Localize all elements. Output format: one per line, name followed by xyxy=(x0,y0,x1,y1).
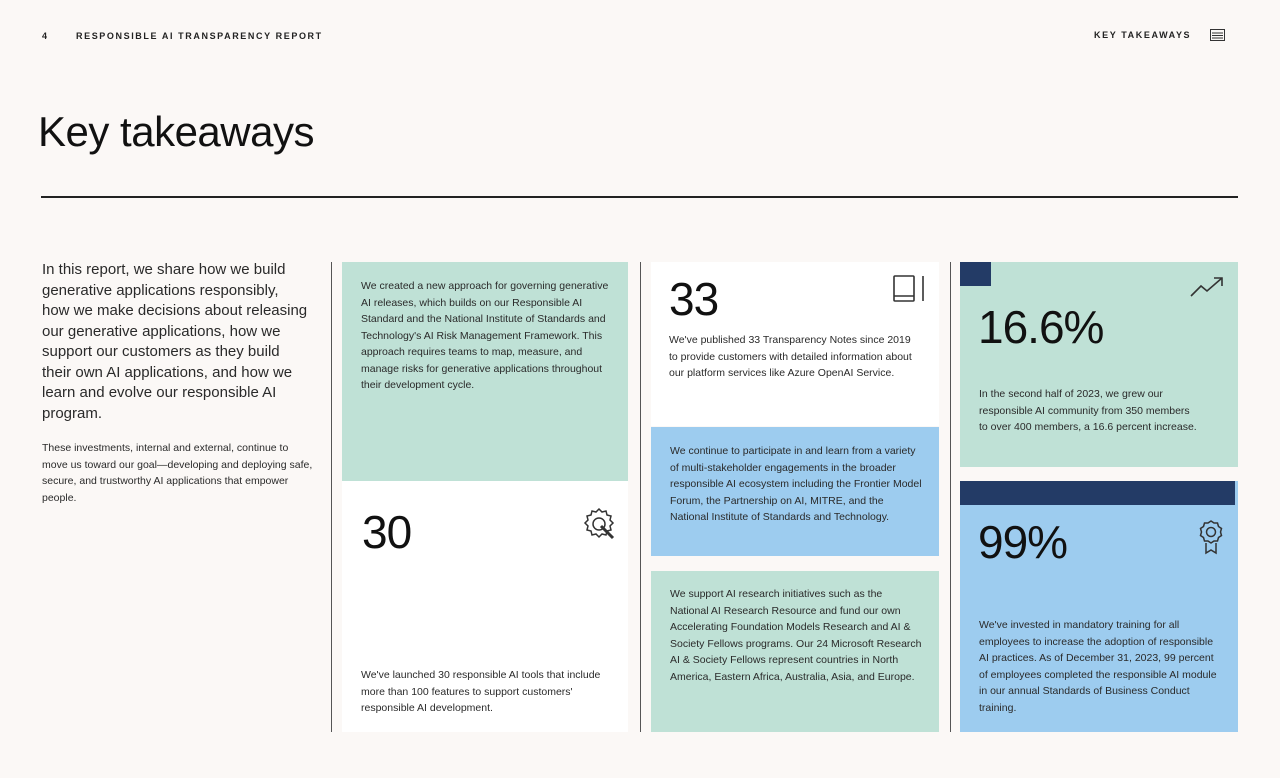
community-text: In the second half of 2023, we grew our responsible AI community from 350 members to over 400 members, a 16.6 percent increase. xyxy=(979,388,1197,433)
page-number: 4 xyxy=(42,31,49,41)
trend-up-icon xyxy=(1190,276,1224,298)
section-label: KEY TAKEAWAYS xyxy=(1094,30,1192,40)
training-number: 99% xyxy=(978,516,1068,568)
page-title: Key takeaways xyxy=(38,108,314,155)
tools-card xyxy=(342,481,628,732)
stakeholder-text: We continue to participate in and learn from a variety of multi-stakeholder engagements in the broader responsible AI ecosystem including the Frontier Model Forum, the Partnership on AI, MITRE, and the National Institute of Standards and Technology. xyxy=(670,445,922,523)
book-icon xyxy=(893,274,927,304)
notes-text: We've published 33 Transparency Notes since 2019 to provide customers with detailed information about our platform services like Azure OpenAI Service. xyxy=(669,334,912,379)
column-divider xyxy=(950,262,951,732)
menu-icon[interactable] xyxy=(1210,29,1225,41)
notes-number: 33 xyxy=(669,273,719,325)
governing-text: We created a new approach for governing generative AI releases, which builds on our Responsible AI Standard and the National Institute of Standards and Technology's AI Risk Management Framework. This approach requires teams to map, measure, and manage risks for generative applications throughout their development cycle. xyxy=(361,280,609,391)
intro-text: In this report, we share how we build generative applications responsibly, how we make decisions about releasing our generative applications, how we support our customers as they build their own AI applications, and how we learn and evolve our responsible AI program. xyxy=(42,261,308,422)
training-card xyxy=(960,481,1238,732)
report-title: RESPONSIBLE AI TRANSPARENCY REPORT xyxy=(76,31,323,41)
gear-wrench-icon xyxy=(580,505,618,543)
tools-number: 30 xyxy=(362,506,412,558)
research-card xyxy=(651,571,939,732)
tools-text: We've launched 30 responsible AI tools that include more than 100 features to support customers' responsible AI development. xyxy=(361,669,601,714)
column-divider xyxy=(331,262,332,732)
research-text: We support AI research initiatives such as the National AI Research Resource and fund our own Accelerating Foundation Models Research and AI & Society Fellows programs. Our 24 Microsoft Research AI & Society Fellows represent countries in North America, Eastern Africa, Australia, Asia, and Europe. xyxy=(670,588,922,683)
column-divider xyxy=(640,262,641,732)
title-divider xyxy=(41,196,1238,198)
community-card xyxy=(960,262,1238,467)
accent-bar xyxy=(960,262,991,286)
accent-bar xyxy=(960,481,1235,505)
intro-subtext: These investments, internal and external, continue to move us toward our goal—developing and deploying safe, secure, and trustworthy AI applications that empower people. xyxy=(42,442,313,504)
governing-card xyxy=(342,262,628,481)
stakeholder-card xyxy=(651,427,939,556)
award-badge-icon xyxy=(1198,519,1224,555)
community-number: 16.6% xyxy=(978,301,1104,353)
notes-card xyxy=(651,262,939,426)
training-text: We've invested in mandatory training for all employees to increase the adoption of responsible AI practices. As of December 31, 2023, 99 percent of employees completed the responsible AI module in our annual Standards of Business Conduct training. xyxy=(979,619,1217,714)
